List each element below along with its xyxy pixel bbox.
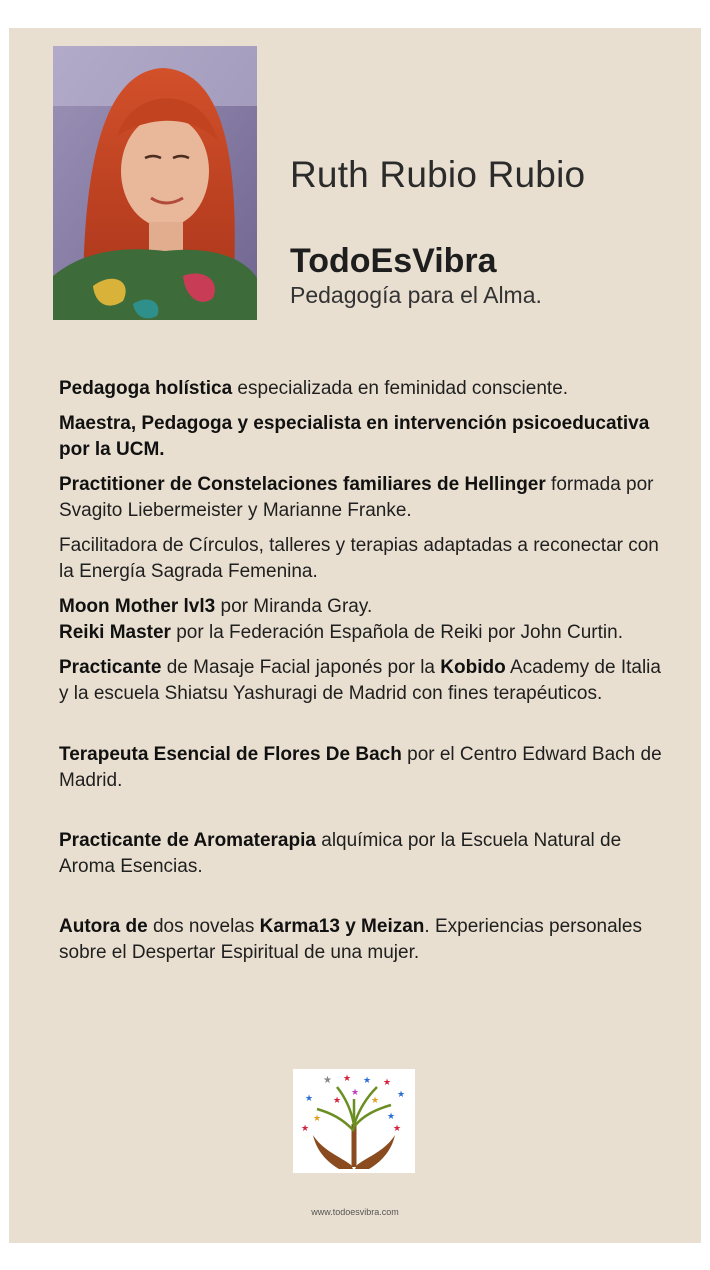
svg-text:★: ★ (397, 1090, 406, 1100)
bio-text: formada por Svagito Liebermeister y Marianne Franke. (59, 474, 654, 521)
bio-text: Academy de Italia y la escuela Shiatsu Yashuragi de Madrid con fines terapéuticos. (59, 657, 661, 704)
bio-paragraph-facilitator (59, 533, 669, 585)
svg-text:★: ★ (305, 1094, 314, 1104)
bio-paragraph-constellations (59, 472, 669, 524)
svg-text:★: ★ (323, 1075, 332, 1086)
bio-text: Facilitadora de Círculos, talleres y terapias adaptadas a reconectar con la Energía Sagrada Femenina. (59, 535, 659, 582)
bio-highlight: Moon Mother lvl3 (59, 596, 216, 617)
svg-text:★: ★ (313, 1114, 322, 1124)
bio-text: por la Federación Española de Reiki por John Curtin. (170, 622, 623, 643)
bio-paragraph-aromatherapy (59, 828, 669, 880)
svg-text:★: ★ (351, 1088, 360, 1098)
bio-section (59, 376, 669, 966)
svg-text:★: ★ (393, 1124, 402, 1134)
bio-highlight: Practitioner de Constelaciones familiares de Hellinger (59, 474, 546, 495)
bio-highlight: Maestra, Pedagoga y especialista en intervención psicoeducativa por la UCM. (59, 413, 650, 460)
bio-highlight: Autora de (59, 916, 148, 937)
bio-highlight: Pedagoga holística (59, 378, 233, 399)
bio-paragraph-moon-mother-reiki (59, 594, 669, 646)
brand-name: TodoEsVibra (290, 242, 497, 280)
bio-text: por el Centro Edward Bach de Madrid. (59, 744, 662, 791)
bio-highlight: Practicante de Aromaterapia (59, 830, 316, 851)
todoesvibra-logo (293, 1069, 415, 1173)
bio-text: de Masaje Facial japonés por la (161, 657, 441, 678)
svg-text:★: ★ (383, 1078, 392, 1088)
bio-paragraph-teacher (59, 411, 669, 463)
bio-highlight: Karma13 y Meizan (259, 916, 425, 937)
person-name: Ruth Rubio Rubio (290, 154, 586, 195)
bio-text: por Miranda Gray. (215, 596, 373, 617)
svg-text:★: ★ (363, 1076, 372, 1086)
bio-text: alquímica por la Escuela Natural de Aroma Esencias. (59, 830, 622, 877)
bio-highlight: Terapeuta Esencial de Flores De Bach (59, 744, 402, 765)
bio-paragraph-author (59, 914, 669, 966)
svg-text:★: ★ (387, 1112, 396, 1122)
bio-text: especializada en feminidad consciente. (232, 378, 569, 399)
bio-highlight: Reiki Master (59, 622, 171, 643)
svg-text:★: ★ (301, 1124, 310, 1134)
svg-text:★: ★ (333, 1096, 342, 1106)
svg-text:★: ★ (343, 1074, 352, 1084)
website-url: www.todoesvibra.com (311, 1207, 399, 1217)
document-page (9, 28, 701, 1243)
bio-paragraph-kobido (59, 655, 669, 707)
profile-photo (53, 46, 257, 320)
bio-paragraph-bach-flowers (59, 742, 669, 794)
bio-highlight: Practicante (59, 657, 162, 678)
bio-paragraph-holistic (59, 376, 669, 402)
svg-text:★: ★ (371, 1096, 380, 1106)
bio-text: . Experiencias personales sobre el Despertar Espiritual de una mujer. (59, 916, 642, 963)
bio-highlight: Kobido (440, 657, 506, 678)
bio-text: dos novelas (147, 916, 260, 937)
brand-tagline: Pedagogía para el Alma. (290, 282, 542, 308)
